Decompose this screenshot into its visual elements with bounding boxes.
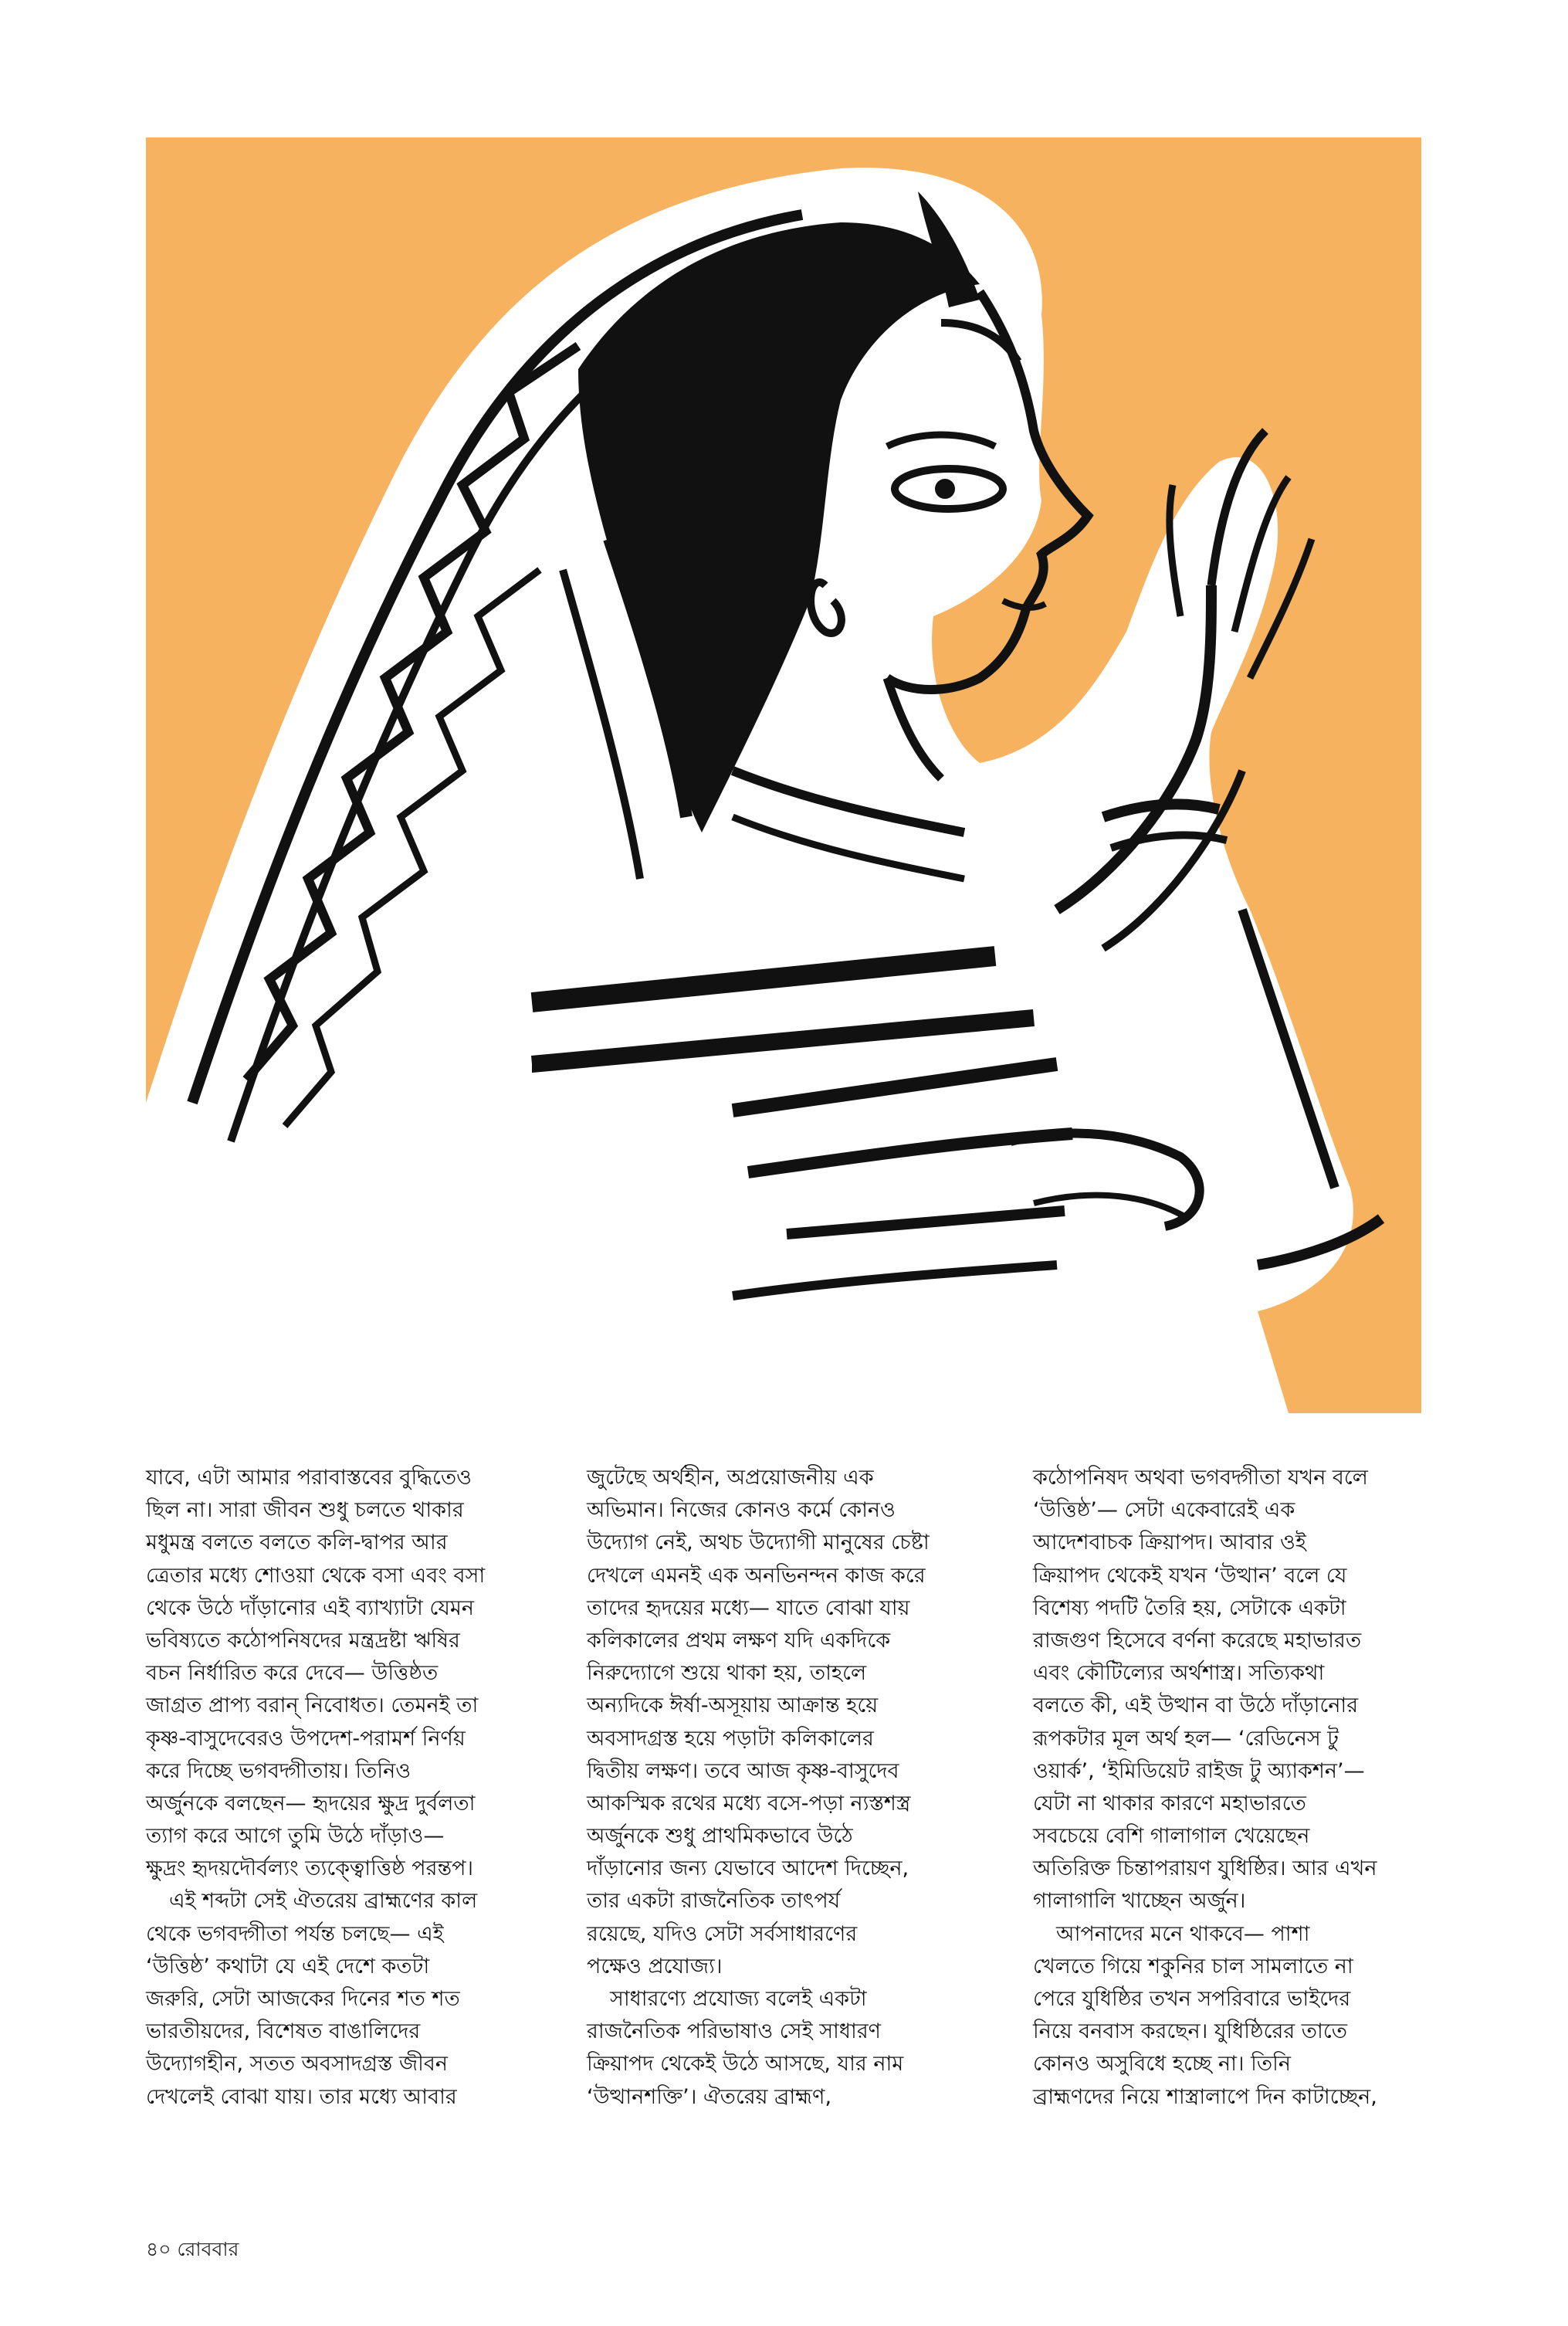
text-line: ক্ষুদ্রং হৃদয়দৌর্বল্যং ত্যক্ত্বোত্তিষ্ঠ পরন্তপ।	[146, 1856, 474, 1881]
text-line: কোনও অসুবিধে হচ্ছে না। তিনি	[1033, 2052, 1291, 2077]
text-line: গালাগালি খাচ্ছেন অর্জুন।	[1033, 1889, 1246, 1914]
text-line: তাদের হৃদয়ের মধ্যে— যাতে বোঝা যায়	[587, 1595, 910, 1620]
text-line: ক্রিয়াপদ থেকেই উঠে আসছে, যার নাম	[587, 2052, 904, 2077]
text-line: রাজগুণ হিসেবে বর্ণনা করেছে মহাভারত	[1033, 1628, 1362, 1653]
text-line: উদ্যোগ নেই, অথচ উদ্যোগী মানুষের চেষ্টা	[587, 1531, 930, 1555]
text-line: ‘উত্থানশক্তি’। ঐতরেয় ব্রাহ্মণ,	[587, 2084, 832, 2109]
text-line: উদ্যোগহীন, সতত অবসাদগ্রস্ত জীবন	[146, 2052, 449, 2077]
text-line: অভিমান। নিজের কোনও কর্মে কোনও	[587, 1498, 896, 1523]
text-line: দাঁড়ানোর জন্য যেভাবে আদেশ দিচ্ছেন,	[587, 1856, 909, 1881]
text-line: তার একটা রাজনৈতিক তাৎপর্য	[587, 1889, 841, 1914]
text-line: অবসাদগ্রস্ত হয়ে পড়াটা কলিকালের	[587, 1726, 874, 1751]
text-line: রয়েছে, যদিও সেটা সর্বসাধারণের	[587, 1921, 858, 1946]
text-line: অর্জুনকে শুধু প্রাথমিকভাবে উঠে	[587, 1824, 853, 1849]
illustration-panel	[146, 137, 1421, 1413]
text-line: থেকে উঠে দাঁড়ানোর এই ব্যাখ্যাটা যেমন	[146, 1595, 474, 1620]
text-line: থেকে ভগবদ্গীতা পর্যন্ত চলছে— এই	[146, 1921, 444, 1946]
text-line: ‘উত্তিষ্ঠ’ কথাটা যে এই দেশে কতটা	[146, 1954, 430, 1978]
text-line: সবচেয়ে বেশি গালাগাল খেয়েছেন	[1033, 1824, 1310, 1849]
text-line: জুটেছে অর্থহীন, অপ্রয়োজনীয় এক	[587, 1466, 874, 1490]
text-line: নিরুদ্যোগে শুয়ে থাকা হয়, তাহলে	[587, 1661, 867, 1686]
text-line: ছিল না। সারা জীবন শুধু চলতে থাকার	[146, 1498, 464, 1523]
text-line: মধুমন্ত্র বলতে বলতে কলি-দ্বাপর আর	[146, 1531, 448, 1555]
text-line: নিয়ে বনবাস করছেন। যুধিষ্ঠিরের তাতে	[1033, 2019, 1347, 2044]
text-line: ত্রেতার মধ্যে শোওয়া থেকে বসা এবং বসা	[146, 1563, 486, 1588]
text-line: পক্ষেও প্রযোজ্য।	[587, 1954, 723, 1978]
text-line: আকস্মিক রথের মধ্যে বসে-পড়া ন্যস্তশস্ত্র	[587, 1791, 911, 1816]
text-line: কলিকালের প্রথম লক্ষণ যদি একদিকে	[587, 1628, 891, 1653]
text-line: অর্জুনকে বলছেন— হৃদয়ের ক্ষুদ্র দুর্বলতা	[146, 1791, 476, 1816]
woman-with-raised-hand-illustration	[146, 137, 1421, 1413]
article-column-3	[1033, 1462, 1465, 2114]
text-line: খেলতে গিয়ে শকুনির চাল সামলাতে না	[1033, 1954, 1353, 1978]
text-line: পেরে যুধিষ্ঠির তখন সপরিবারে ভাইদের	[1033, 1987, 1351, 2011]
text-line: দেখলেই বোঝা যায়। তার মধ্যে আবার	[146, 2084, 457, 2109]
text-line: আদেশবাচক ক্রিয়াপদ। আবার ওই	[1033, 1531, 1306, 1555]
text-line: যাবে, এটা আমার পরাবাস্তবের বুদ্ধিতেও	[146, 1466, 472, 1490]
text-line: রাজনৈতিক পরিভাষাও সেই সাধারণ	[587, 2019, 881, 2044]
text-line: আপনাদের মনে থাকবে— পাশা	[1056, 1921, 1310, 1946]
text-line: বিশেষ্য পদটি তৈরি হয়, সেটাকে একটা	[1033, 1595, 1346, 1620]
text-line: রূপকটার মূল অর্থ হল— ‘রেডিনেস টু	[1033, 1726, 1339, 1751]
text-line: ‘উত্তিষ্ঠ’— সেটা একেবারেই এক	[1033, 1498, 1295, 1523]
text-line: বলতে কী, এই উত্থান বা উঠে দাঁড়ানোর	[1033, 1694, 1359, 1718]
text-line: ব্রাহ্মণদের নিয়ে শাস্ত্রালাপে দিন কাটাচ্ছেন,	[1033, 2084, 1377, 2109]
text-line: জাগ্রত প্রাপ্য বরান্ নিবোধত। তেমনই তা	[146, 1694, 479, 1718]
text-line: ভারতীয়দের, বিশেষত বাঙালিদের	[146, 2019, 421, 2044]
page-folio: ৪০ রোববার	[146, 2238, 239, 2260]
article-column-2	[587, 1462, 1019, 2114]
text-line: ওয়ার্ক’, ‘ইমিডিয়েট রাইজ টু অ্যাকশন’—	[1033, 1758, 1365, 1783]
text-line: এই শব্দটা সেই ঐতরেয় ব্রাহ্মণের কাল	[169, 1889, 478, 1914]
text-line: কঠোপনিষদ অথবা ভগবদ্গীতা যখন বলে	[1033, 1466, 1368, 1490]
text-line: দেখলে এমনই এক অনভিনন্দন কাজ করে	[587, 1563, 926, 1588]
text-line: অতিরিক্ত চিন্তাপরায়ণ যুধিষ্ঠির। আর এখন	[1033, 1856, 1377, 1881]
text-line: এবং কৌটিল্যের অর্থশাস্ত্র। সত্যিকথা	[1033, 1661, 1325, 1686]
text-line: করে দিচ্ছে ভগবদ্গীতায়। তিনিও	[146, 1758, 411, 1783]
text-line: ক্রিয়াপদ থেকেই যখন ‘উত্থান’ বলে যে	[1033, 1563, 1347, 1588]
article-column-1	[146, 1462, 578, 2114]
text-line: ভবিষ্যতে কঠোপনিষদের মন্ত্রদ্রষ্টা ঋষির	[146, 1628, 460, 1653]
text-line: বচন নির্ধারিত করে দেবে— উত্তিষ্ঠত	[146, 1661, 439, 1686]
text-line: জরুরি, সেটা আজকের দিনের শত শত	[146, 1987, 460, 2011]
text-line: কৃষ্ণ-বাসুদেবেরও উপদেশ-পরামর্শ নির্ণয়	[146, 1726, 466, 1751]
text-line: অন্যদিকে ঈর্ষা-অসূয়ায় আক্রান্ত হয়ে	[587, 1694, 879, 1718]
text-line: দ্বিতীয় লক্ষণ। তবে আজ কৃষ্ণ-বাসুদেব	[587, 1758, 899, 1783]
text-line: ত্যাগ করে আগে তুমি উঠে দাঁড়াও—	[146, 1824, 445, 1849]
text-line: সাধারণ্যে প্রযোজ্য বলেই একটা	[610, 1987, 867, 2011]
text-line: যেটা না থাকার কারণে মহাভারতে	[1033, 1791, 1306, 1816]
